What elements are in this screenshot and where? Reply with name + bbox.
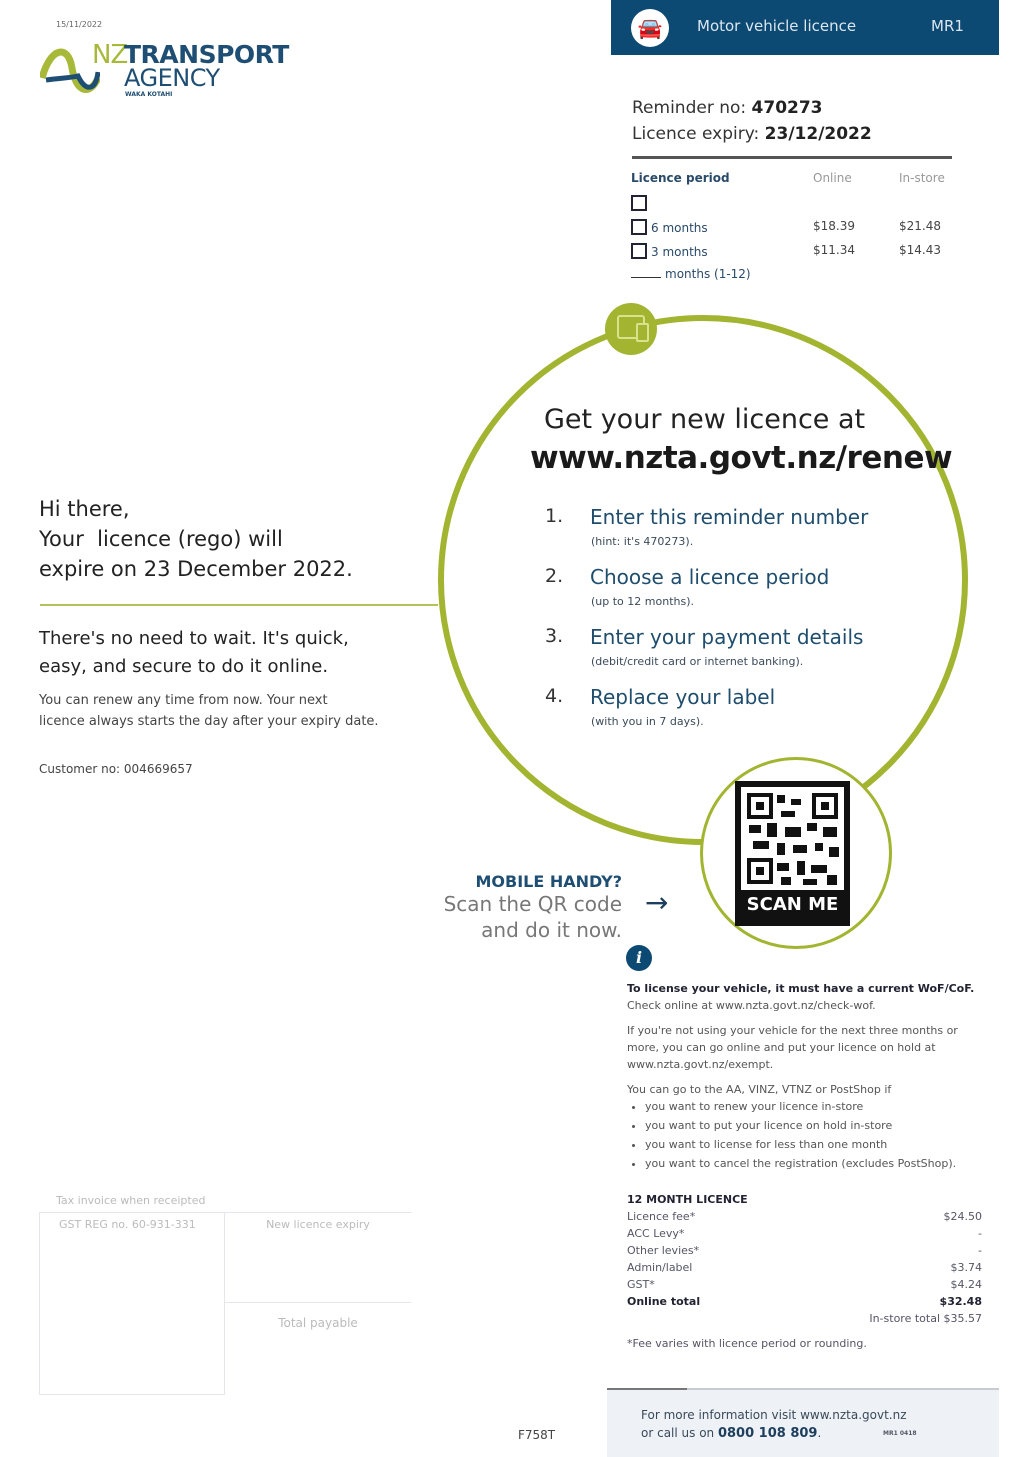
- header-code: MR1: [931, 17, 964, 35]
- info-section: [627, 980, 987, 1174]
- fee-value: -: [978, 1227, 982, 1240]
- fee-label: GST*: [627, 1278, 655, 1291]
- list-item: • you want to put your licence on hold in-store: [645, 1117, 987, 1134]
- period-header: Licence period: [631, 171, 730, 185]
- period-label: 3 months: [651, 245, 708, 259]
- greeting: [39, 494, 353, 584]
- step-number: 2.: [545, 565, 564, 587]
- tax-invoice-label: Tax invoice when receipted: [56, 1194, 206, 1207]
- online-total-value: $32.48: [939, 1295, 982, 1308]
- period-row: [631, 243, 953, 267]
- arrow-right-icon: →: [645, 886, 669, 919]
- custom-months-field[interactable]: [631, 277, 661, 278]
- renew-note-line: licence always starts the day after your expiry date.: [39, 714, 379, 729]
- online-total-label: Online total: [627, 1295, 701, 1308]
- step-hint: (up to 12 months).: [591, 595, 694, 608]
- wof-check: Check online at www.nzta.govt.nz/check-wof.: [627, 999, 876, 1012]
- mobile-line: and do it now.: [481, 918, 622, 942]
- step-title: Enter your payment details: [590, 625, 864, 649]
- footer-phone[interactable]: 0800 108 809: [717, 1426, 818, 1441]
- logo-waka-kotahi: WAKA KOTAHI: [125, 91, 173, 98]
- footer-call-prefix: or call us on: [641, 1426, 718, 1440]
- list-item: • you want to renew your licence in-store: [645, 1098, 987, 1115]
- fee-value: -: [978, 1244, 982, 1257]
- online-header: Online: [813, 171, 852, 185]
- step-number: 3.: [545, 625, 564, 647]
- licence-expiry: 23/12/2022: [764, 124, 872, 144]
- no-need-text: [39, 625, 349, 681]
- licence-period-table: [631, 171, 953, 291]
- nzta-logo: [40, 38, 300, 103]
- new-licence-expiry-label: New licence expiry: [266, 1218, 370, 1231]
- fees-heading: 12 MONTH LICENCE: [627, 1193, 748, 1206]
- fee-value: $4.24: [950, 1278, 982, 1291]
- gst-reg: GST REG no. 60-931-331: [59, 1218, 196, 1231]
- renew-heading: Get your new licence at: [544, 404, 866, 435]
- instore-price: $14.43: [899, 243, 941, 257]
- instore-total: In-store total $35.57: [869, 1312, 982, 1325]
- footer-info: For more information visit www.nzta.govt.nz: [641, 1408, 907, 1422]
- logo-mark-icon: [40, 38, 100, 100]
- reminder-number: 470273: [751, 98, 823, 118]
- divider: [632, 156, 952, 159]
- scan-me-label: SCAN ME: [746, 894, 839, 915]
- footer-call-suffix: .: [817, 1426, 822, 1440]
- no-need-line: There's no need to wait. It's quick,: [39, 628, 349, 649]
- step-hint: (hint: it's 470273).: [591, 535, 694, 548]
- fee-value: $24.50: [943, 1210, 982, 1223]
- fee-value: $3.74: [950, 1261, 982, 1274]
- instore-price: $21.48: [899, 219, 941, 233]
- mobile-line: Scan the QR code: [443, 892, 622, 916]
- fee-row: [627, 1208, 982, 1225]
- fee-row: [627, 1259, 982, 1276]
- greeting-line: Hi there,: [39, 497, 130, 521]
- reminder-label: Reminder no:: [632, 98, 747, 118]
- footer-ref: MR1 0418: [883, 1430, 917, 1437]
- fee-label: Admin/label: [627, 1261, 693, 1274]
- list-item: • you want to license for less than one month: [645, 1136, 987, 1153]
- logo-nz: NZ: [92, 40, 128, 70]
- step-title: Enter this reminder number: [590, 505, 869, 529]
- step-hint: (debit/credit card or internet banking).: [591, 655, 804, 668]
- no-need-line: easy, and secure to do it online.: [39, 656, 329, 677]
- online-price: $18.39: [813, 219, 855, 233]
- logo-transport: TRANSPORT: [124, 40, 289, 69]
- fee-row: [627, 1276, 982, 1293]
- car-icon: 🚘: [631, 9, 669, 47]
- greeting-line: expire on 23 December 2022.: [39, 557, 353, 581]
- instore-header: In-store: [899, 171, 945, 185]
- customer-number: Customer no: 004669657: [39, 762, 193, 776]
- footer: [607, 1388, 999, 1457]
- online-total-row: [627, 1293, 982, 1310]
- total-payable-label: Total payable: [278, 1316, 358, 1330]
- period-label: 6 months: [651, 221, 708, 235]
- document-date: 15/11/2022: [56, 20, 103, 29]
- list-item: • you want to cancel the registration (excludes PostShop).: [645, 1155, 987, 1172]
- step-hint: (with you in 7 days).: [591, 715, 704, 728]
- expiry-label: Licence expiry:: [632, 124, 760, 144]
- renew-url[interactable]: www.nzta.govt.nz/renew: [530, 440, 953, 476]
- header-title: Motor vehicle licence: [697, 17, 857, 35]
- qr-code[interactable]: [735, 781, 850, 926]
- form-code: F758T: [518, 1428, 556, 1442]
- reminder-details: [632, 95, 872, 147]
- period-row: [631, 219, 953, 243]
- mobile-prompt: [440, 872, 622, 943]
- hold-notice: If you're not using your vehicle for the next three months or more, you can go online and put your licence on hold at www.nzta.govt.nz/exempt.: [627, 1024, 958, 1071]
- fee-row: [627, 1225, 982, 1242]
- fees-footnote: *Fee varies with licence period or rounding.: [627, 1337, 867, 1350]
- devices-icon: [605, 303, 657, 355]
- mobile-title: MOBILE HANDY?: [475, 872, 622, 891]
- step-title: Choose a licence period: [590, 565, 830, 589]
- step-title: Replace your label: [590, 685, 776, 709]
- greeting-line: Your licence (rego) will: [39, 527, 283, 551]
- step-number: 4.: [545, 685, 564, 707]
- green-divider: [40, 604, 438, 606]
- fee-row: [627, 1242, 982, 1259]
- fee-label: ACC Levy*: [627, 1227, 685, 1240]
- custom-period-row: [631, 267, 953, 291]
- fee-label: Other levies*: [627, 1244, 700, 1257]
- fees-breakdown: [627, 1191, 982, 1352]
- qr-pattern: [741, 787, 844, 890]
- online-price: $11.34: [813, 243, 855, 257]
- period-checkbox[interactable]: [631, 243, 647, 259]
- step-number: 1.: [545, 505, 564, 527]
- period-row: [631, 195, 953, 219]
- tax-invoice-box: [39, 1212, 411, 1395]
- info-icon: i: [626, 945, 652, 971]
- fee-label: Licence fee*: [627, 1210, 696, 1223]
- logo-agency: AGENCY: [124, 64, 220, 92]
- period-checkbox[interactable]: [631, 195, 647, 211]
- stores-intro: You can go to the AA, VINZ, VTNZ or PostShop if: [627, 1083, 892, 1096]
- custom-months-label: months (1-12): [665, 267, 751, 281]
- wof-notice: To license your vehicle, it must have a current WoF/CoF.: [627, 982, 975, 995]
- header-bar: [611, 0, 999, 55]
- renew-note-line: You can renew any time from now. Your next: [39, 693, 328, 708]
- renew-note: [39, 690, 379, 732]
- stores-list: [627, 1098, 987, 1172]
- period-checkbox[interactable]: [631, 219, 647, 235]
